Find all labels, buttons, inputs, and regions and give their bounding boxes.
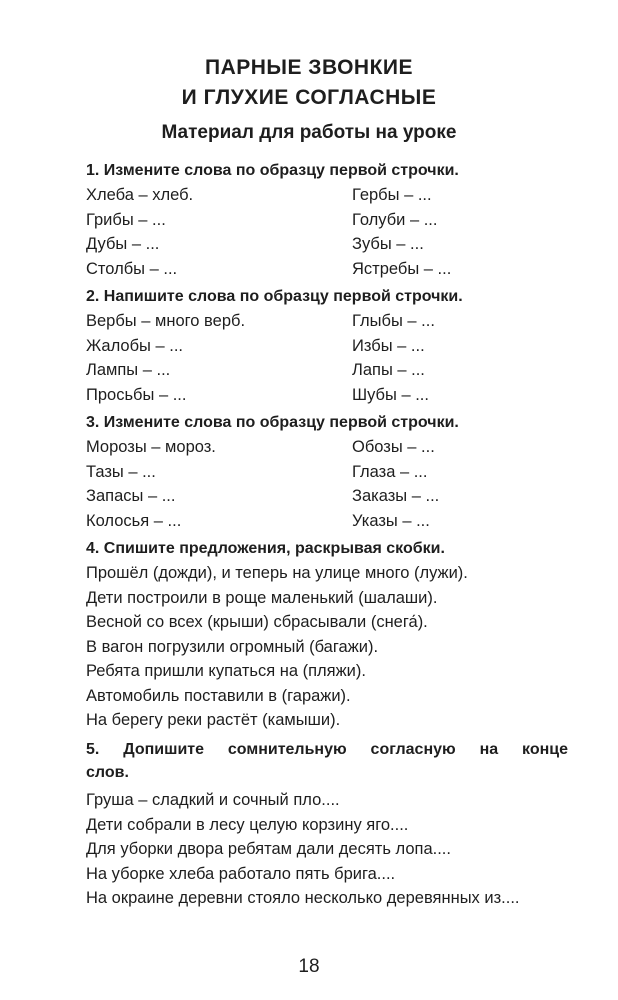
- task-3-right-item: Заказы – ...: [352, 487, 440, 505]
- task-5-sentence: Для уборки двора ребятам дали десять лопа....: [86, 840, 451, 858]
- page-title-line-2: И ГЛУХИЕ СОГЛАСНЫЕ: [181, 86, 437, 109]
- task-1-left-item: Грибы – ...: [86, 211, 166, 229]
- task-4-sentence: В вагон погрузили огромный (багажи).: [86, 638, 379, 656]
- task-3-right-item: Глаза – ...: [352, 463, 428, 481]
- page-number: 18: [298, 956, 320, 977]
- task-2-left-item: Просьбы – ...: [86, 386, 187, 404]
- task-3-right-item: Обозы – ...: [352, 438, 435, 456]
- task-1-right-item: Ястребы – ...: [352, 260, 452, 278]
- task-4-sentence: На берегу реки растёт (камыши).: [86, 711, 341, 729]
- task-5-sentence: Груша – сладкий и сочный пло....: [86, 791, 340, 809]
- task-2-left-item: Лампы – ...: [86, 361, 171, 379]
- task-5-sentence: На окраине деревни стояло несколько деревянных из....: [86, 889, 520, 907]
- task-1-left-item: Дубы – ...: [86, 235, 160, 253]
- task-5-heading-line-1: 5. Допишите сомнительную согласную на конце: [86, 741, 568, 758]
- task-1-left-item: Столбы – ...: [86, 260, 178, 278]
- task-1-right-item: Голуби – ...: [352, 211, 438, 229]
- task-1-left-item: Хлеба – хлеб.: [86, 186, 194, 204]
- task-3-left-item: Запасы – ...: [86, 487, 176, 505]
- task-2-right-item: Лапы – ...: [352, 361, 425, 379]
- task-2-right-item: Шубы – ...: [352, 386, 429, 404]
- task-5-sentence: На уборке хлеба работало пять брига....: [86, 865, 396, 883]
- task-4-sentence: Ребята пришли купаться на (пляжи).: [86, 662, 366, 680]
- task-4-sentence: Прошёл (дожди), и теперь на улице много (лужи).: [86, 564, 468, 582]
- task-3-left-item: Морозы – мороз.: [86, 438, 216, 456]
- task-3-heading: 3. Измените слова по образцу первой строчки.: [86, 414, 459, 431]
- task-4-sentence: Весной со всех (крыши) сбрасывали (снега́).: [86, 613, 428, 631]
- task-3-right-item: Указы – ...: [352, 512, 430, 530]
- task-4-heading: 4. Спишите предложения, раскрывая скобки.: [86, 540, 445, 557]
- task-4-sentence: Дети построили в роще маленький (шалаши).: [86, 589, 438, 607]
- task-1-right-item: Зубы – ...: [352, 235, 424, 253]
- page-title-line-1: ПАРНЫЕ ЗВОНКИЕ: [204, 56, 414, 79]
- task-1-heading: 1. Измените слова по образцу первой строчки.: [86, 162, 459, 179]
- task-1-right-item: Гербы – ...: [352, 186, 432, 204]
- task-2-left-item: Жалобы – ...: [86, 337, 183, 355]
- task-3-left-item: Тазы – ...: [86, 463, 156, 481]
- task-5-sentence: Дети собрали в лесу целую корзину яго....: [86, 816, 409, 834]
- task-4-sentence: Автомобиль поставили в (гаражи).: [86, 687, 351, 705]
- task-2-heading: 2. Напишите слова по образцу первой строчки.: [86, 288, 463, 305]
- task-5-heading-line-2: слов.: [86, 764, 129, 781]
- task-2-right-item: Избы – ...: [352, 337, 425, 355]
- task-2-left-item: Вербы – много верб.: [86, 312, 246, 330]
- page-subtitle: Материал для работы на уроке: [161, 122, 457, 143]
- task-3-left-item: Колосья – ...: [86, 512, 182, 530]
- task-2-right-item: Глыбы – ...: [352, 312, 435, 330]
